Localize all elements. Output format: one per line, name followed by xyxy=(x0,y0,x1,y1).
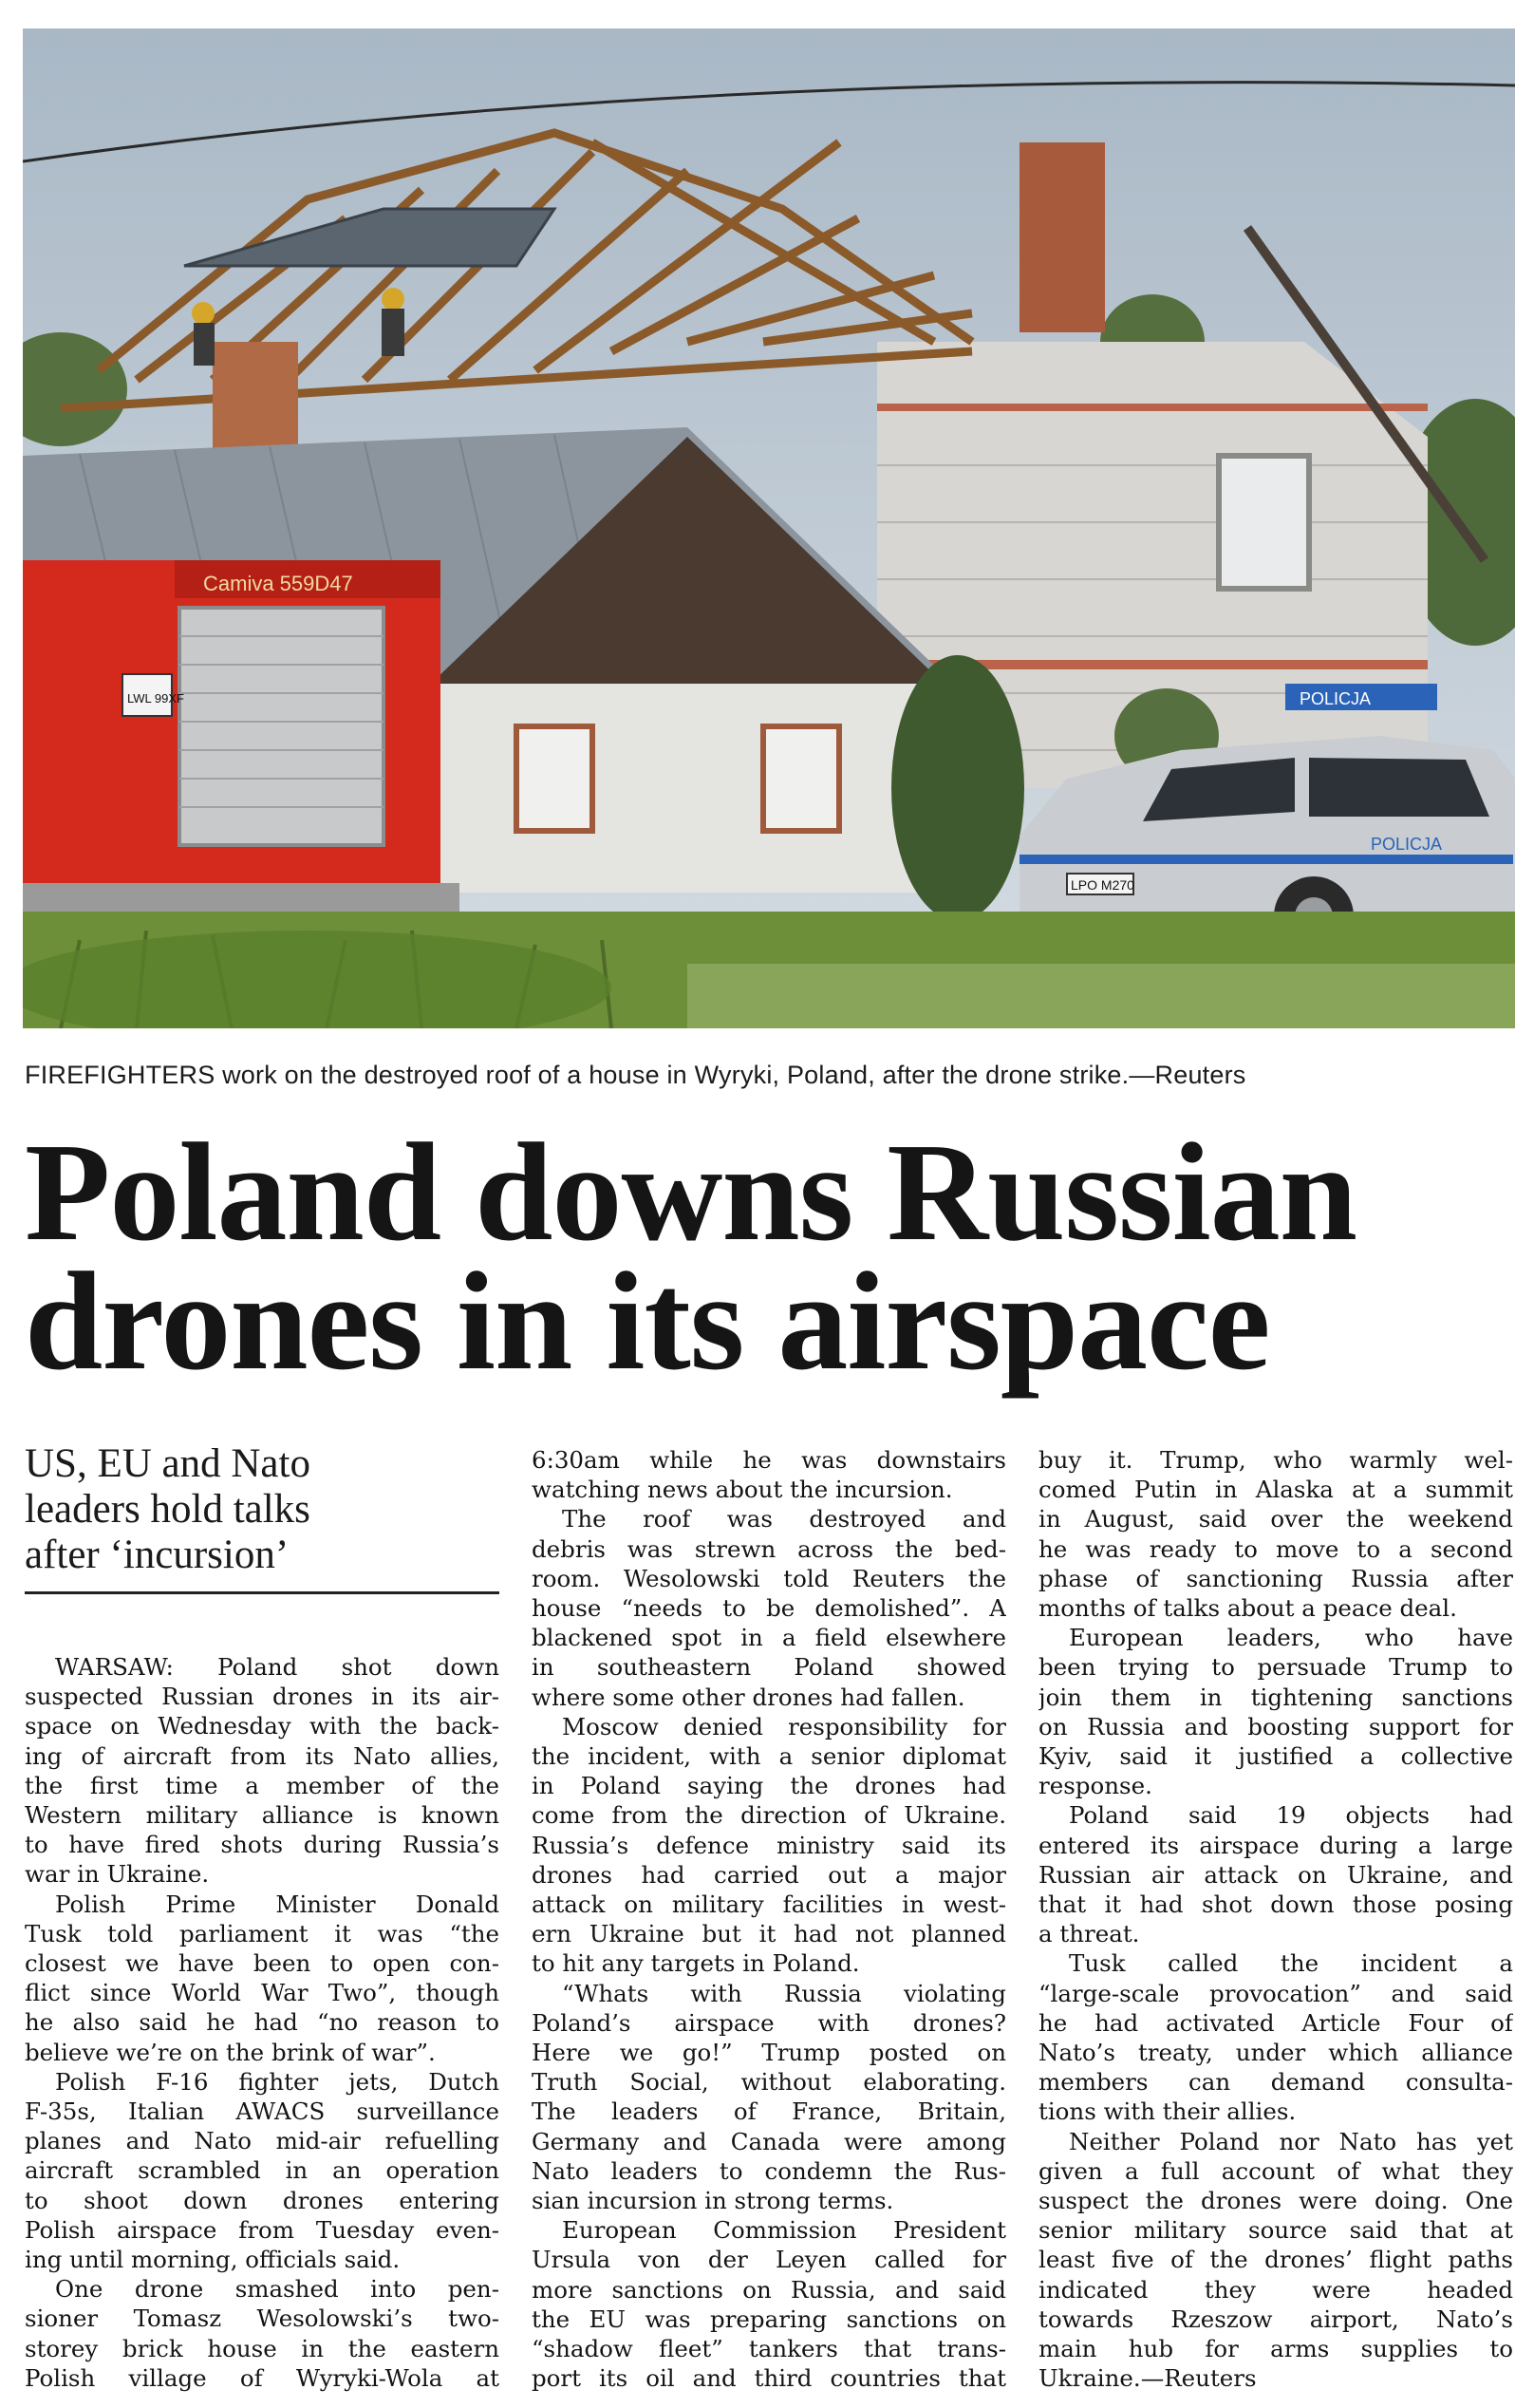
article-line: Moscow denied responsibility for xyxy=(562,1712,1006,1740)
article-line: on Russia and boosting support for xyxy=(1038,1712,1513,1740)
article-line: where some other drones had fallen. xyxy=(532,1683,965,1711)
article-line: buy it. Trump, who warmly wel- xyxy=(1038,1446,1513,1474)
police-roof-sign: POLICJA xyxy=(1300,689,1372,708)
article-line: Russia’s defence ministry said its xyxy=(532,1831,1006,1859)
article-line: The roof was destroyed and xyxy=(562,1505,1006,1533)
article-line: house “needs to be demolished”. A xyxy=(532,1594,1006,1623)
article-line: Ursula von der Leyen called for xyxy=(532,2246,1006,2274)
article-line: members can demand consulta- xyxy=(1038,2068,1513,2097)
article-column-2 xyxy=(532,1445,1006,2394)
article-line: Neither Poland nor Nato has yet xyxy=(1069,2127,1513,2155)
article-line: to have fired shots during Russia’s xyxy=(25,1831,499,1859)
article-line: attack on military facilities in west- xyxy=(532,1891,1006,1919)
article-line: Polish F-16 fighter jets, Dutch xyxy=(55,2067,499,2096)
article-line: Kyiv, said it justified a collective xyxy=(1038,1742,1513,1771)
article-line: the first time a member of the xyxy=(25,1771,499,1799)
article-line: towards Rzeszow airport, Nato’s xyxy=(1038,2305,1513,2333)
truck-plate: LWL 99XF xyxy=(127,691,184,705)
article-column-3 xyxy=(1038,1445,1513,2394)
article-column-1 xyxy=(25,1652,499,2393)
article-line: believe we’re on the brink of war”. xyxy=(25,2038,436,2066)
article-line: been trying to persuade Trump to xyxy=(1038,1653,1513,1682)
article-line: “Whats with Russia violating xyxy=(562,1979,1006,2007)
article-line: in southeastern Poland showed xyxy=(532,1653,1006,1682)
article-line: ing of aircraft from its Nato allies, xyxy=(25,1741,499,1770)
article-line: closest we have been to open con- xyxy=(25,1949,499,1978)
article-line: aircraft scrambled in an operation xyxy=(25,2156,499,2185)
article-line: response. xyxy=(1038,1772,1152,1800)
article-line: Russian air attack on Ukraine, and xyxy=(1038,1860,1513,1889)
article-line: sian incursion in strong terms. xyxy=(532,2187,894,2215)
article-line: to shoot down drones entering xyxy=(25,2186,499,2214)
article-line: senior military source said that at xyxy=(1038,2216,1513,2245)
article-line: Ukraine.—Reuters xyxy=(1038,2364,1257,2393)
article-line: main hub for arms supplies to xyxy=(1038,2335,1513,2363)
article-line: come from the direction of Ukraine. xyxy=(532,1801,1006,1830)
article-line: The leaders of France, Britain, xyxy=(532,2098,1006,2126)
article-line: given a full account of what they xyxy=(1038,2156,1513,2185)
standfirst-divider xyxy=(25,1591,499,1594)
article-line: debris was strewn across the bed- xyxy=(532,1534,1006,1563)
article-line: Poland said 19 objects had xyxy=(1069,1801,1513,1830)
article-line: ing until morning, officials said. xyxy=(25,2246,401,2274)
article-line: suspect the drones were doing. One xyxy=(1038,2187,1513,2215)
standfirst xyxy=(25,1441,499,1578)
article-line: space on Wednesday with the back- xyxy=(25,1712,499,1740)
article-line: suspected Russian drones in its air- xyxy=(25,1683,499,1711)
headline xyxy=(25,1115,1515,1400)
article-line: the EU was preparing sanctions on xyxy=(532,2305,1006,2333)
article-line: watching news about the incursion. xyxy=(532,1476,953,1504)
police-plate: LPO M270 xyxy=(1071,877,1134,893)
standfirst-line: after ‘incursion’ xyxy=(25,1533,290,1577)
article-line: phase of sanctioning Russia after xyxy=(1038,1564,1513,1592)
article-line: Poland’s airspace with drones? xyxy=(532,2008,1006,2037)
article-line: Nato’s treaty, under which alliance xyxy=(1038,2039,1513,2067)
article-line: storey brick house in the eastern xyxy=(25,2334,499,2362)
article-line: he was ready to move to a second xyxy=(1038,1534,1513,1563)
article-line: more sanctions on Russia, and said xyxy=(532,2275,1006,2304)
article-line: room. Wesolowski told Reuters the xyxy=(532,1564,1006,1592)
article-line: join them in tightening sanctions xyxy=(1038,1683,1513,1711)
article-line: Here we go!” Trump posted on xyxy=(532,2039,1006,2067)
photo-caption: FIREFIGHTERS work on the destroyed roof of a house in Wyryki, Poland, after the drone strike.—Reuters xyxy=(25,1061,1246,1089)
article-line: ern Ukraine but it had not planned xyxy=(532,1920,1006,1948)
article-line: Western military alliance is known xyxy=(25,1801,499,1830)
article-line: Polish village of Wyryki-Wola at xyxy=(25,2363,499,2392)
article-line: the incident, with a senior diplomat xyxy=(532,1742,1006,1771)
article-line: in August, said over the weekend xyxy=(1038,1505,1513,1533)
article-line: months of talks about a peace deal. xyxy=(1038,1594,1457,1623)
article-line: flict since World War Two”, though xyxy=(25,1979,499,2007)
headline-line: Poland downs Russian xyxy=(25,1115,1357,1270)
article-line: least five of the drones’ flight paths xyxy=(1038,2246,1513,2274)
standfirst-line: leaders hold talks xyxy=(25,1487,310,1532)
article-line: WARSAW: Poland shot down xyxy=(55,1653,499,1681)
article-line: he had activated Article Four of xyxy=(1038,2008,1513,2037)
article-line: One drone smashed into pen- xyxy=(55,2275,499,2304)
police-door-sign: POLICJA xyxy=(1371,835,1443,854)
article-line: European Commission President xyxy=(562,2216,1006,2245)
article-line: entered its airspace during a large xyxy=(1038,1831,1513,1859)
article-line: that it had shot down those posing xyxy=(1038,1891,1513,1919)
article-line: F-35s, Italian AWACS surveillance xyxy=(25,2098,499,2126)
article-line: Tusk told parliament it was “the xyxy=(25,1919,499,1947)
article-line: planes and Nato mid-air refuelling xyxy=(25,2127,499,2155)
article-line: indicated they were headed xyxy=(1038,2275,1513,2304)
article-line: a threat. xyxy=(1038,1920,1140,1948)
article-line: he also said he had “no reason to xyxy=(25,2008,499,2037)
article-line: tions with their allies. xyxy=(1038,2098,1297,2126)
news-photo xyxy=(23,28,1515,1028)
article-line: blackened spot in a field elsewhere xyxy=(532,1624,1006,1652)
article-line: Germany and Canada were among xyxy=(532,2127,1006,2155)
headline-line: drones in its airspace xyxy=(25,1244,1270,1400)
article-line: to hit any targets in Poland. xyxy=(532,1949,860,1978)
truck-marking: Camiva 559D47 xyxy=(203,572,353,595)
article-line: drones had carried out a major xyxy=(532,1860,1006,1889)
article-line: Polish Prime Minister Donald xyxy=(55,1890,499,1918)
article-line: “large-scale provocation” and said xyxy=(1038,1979,1513,2007)
article-line: comed Putin in Alaska at a summit xyxy=(1038,1476,1513,1504)
article-line: port its oil and third countries that xyxy=(532,2364,1006,2393)
article-line: European leaders, who have xyxy=(1069,1624,1513,1652)
article-line: Polish airspace from Tuesday even- xyxy=(25,2215,499,2244)
article-line: in Poland saying the drones had xyxy=(532,1772,1006,1800)
article-line: war in Ukraine. xyxy=(25,1860,210,1889)
article-line: 6:30am while he was downstairs xyxy=(532,1446,1006,1474)
article-line: Truth Social, without elaborating. xyxy=(532,2068,1006,2097)
article-line: sioner Tomasz Wesolowski’s two- xyxy=(25,2305,499,2333)
article-line: Nato leaders to condemn the Rus- xyxy=(532,2156,1006,2185)
standfirst-line: US, EU and Nato xyxy=(25,1441,310,1486)
article-line: “shadow fleet” tankers that trans- xyxy=(532,2335,1006,2363)
article-line: Tusk called the incident a xyxy=(1069,1949,1513,1978)
